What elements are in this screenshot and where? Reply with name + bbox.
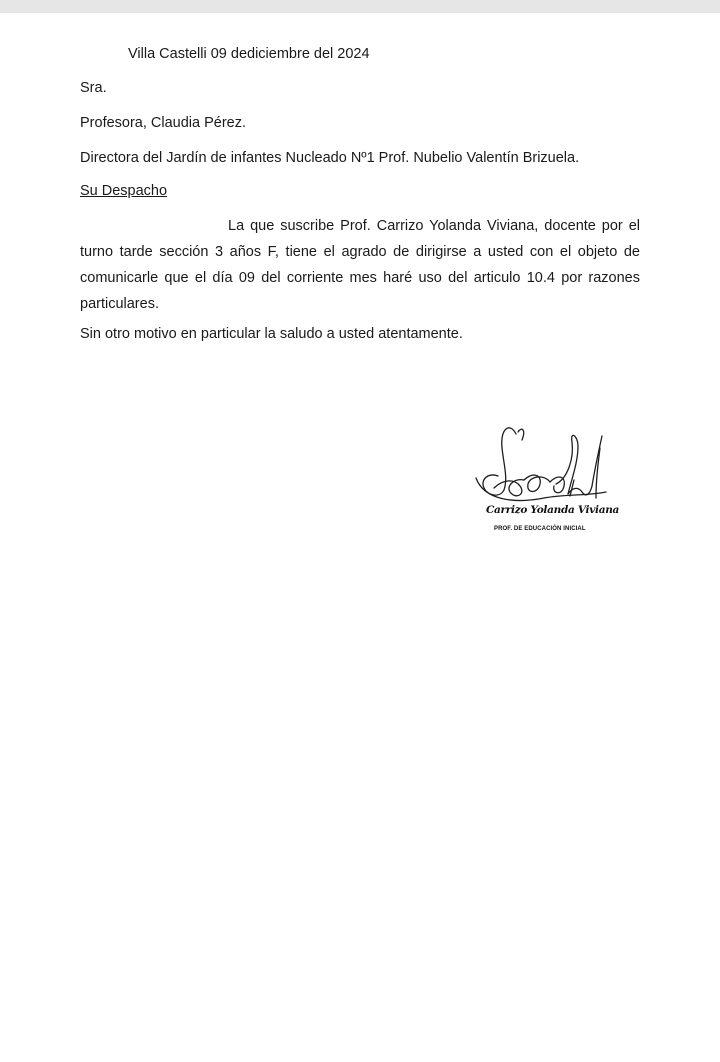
recipient-name: Profesora, Claudia Pérez. bbox=[80, 115, 247, 131]
date-line: Villa Castelli 09 dediciembre del 2024 bbox=[128, 46, 370, 62]
signature-stamp-title: PROF. DE EDUCACIÓN INICIAL bbox=[494, 526, 586, 532]
signature-stamp-name: Carrizo Yolanda Viviana bbox=[486, 504, 620, 516]
salutation: Sra. bbox=[80, 80, 107, 96]
recipient-title: Directora del Jardín de infantes Nucleado Nº1 Prof. Nubelio Valentín Brizuela. bbox=[80, 150, 580, 166]
body-paragraph: La que suscribe Prof. Carrizo Yolanda Viviana, docente por el turno tarde sección 3 años F, tiene el agrado de dirigirse a usted con el objeto de comunicarle que el día 09 del corriente mes haré uso del articulo 10.4 por razones particulares. bbox=[80, 218, 640, 312]
handwritten-signature bbox=[474, 418, 620, 542]
closing-line: Sin otro motivo en particular la saludo a usted atentamente. bbox=[80, 326, 463, 342]
top-strip bbox=[0, 0, 720, 13]
su-despacho: Su Despacho bbox=[80, 183, 168, 199]
